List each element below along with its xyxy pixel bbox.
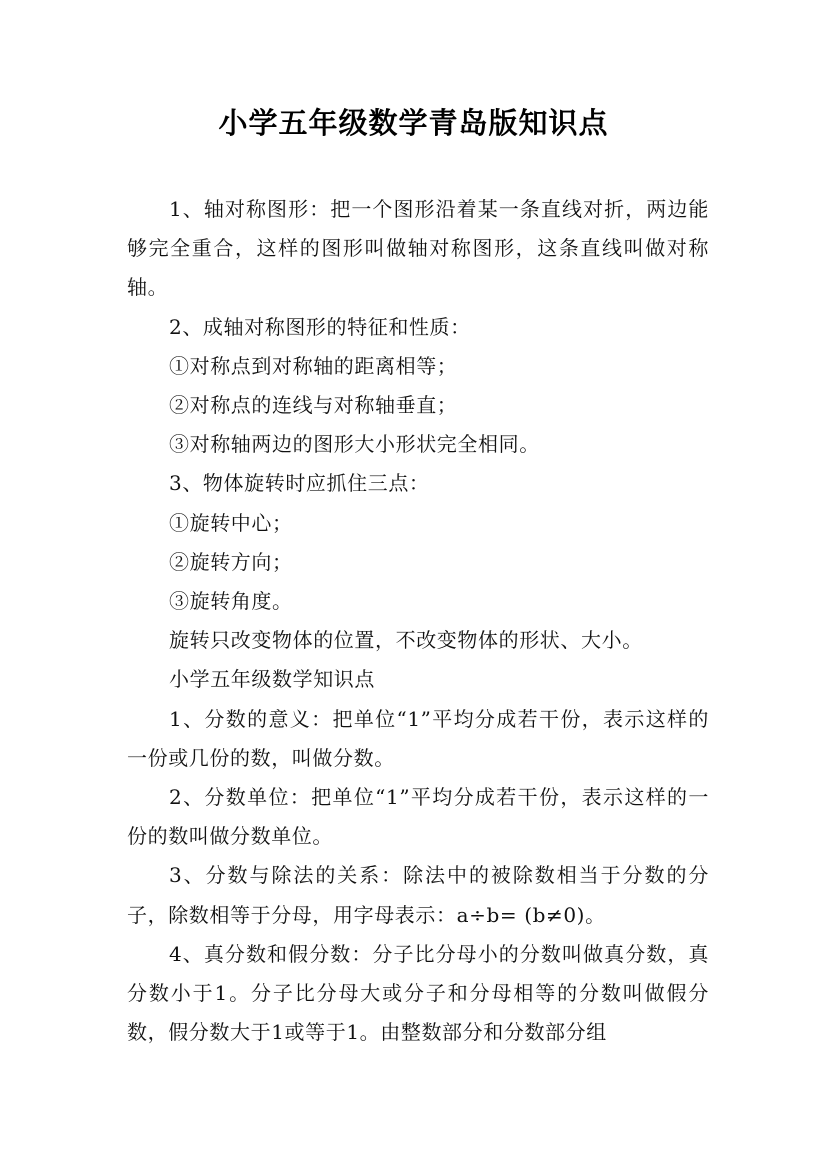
paragraph-fraction-division: 3、分数与除法的关系：除法中的被除数相当于分数的分子，除数相等于分母，用字母表示：a÷b= (b≠0)。: [127, 863, 709, 927]
list-item-rotation-2: ②旋转方向；: [169, 549, 293, 574]
paragraph-rotation-note: 旋转只改变物体的位置，不改变物体的形状、大小。: [169, 628, 643, 653]
list-item-property-1: ①对称点到对称轴的距离相等；: [169, 353, 458, 378]
paragraph-fraction-unit: 2、分数单位：把单位“1”平均分成若干份，表示这样的一份的数叫做分数单位。: [127, 785, 709, 849]
paragraph-axis-symmetry-definition: 1、轴对称图形：把一个图形沿着某一条直线对折，两边能够完全重合，这样的图形叫做轴对称图形，这条直线叫做对称轴。: [127, 197, 709, 300]
section-heading-grade5-knowledge: 小学五年级数学知识点: [169, 667, 375, 692]
document-body: [127, 190, 709, 1052]
paragraph-rotation-heading: 3、物体旋转时应抓住三点：: [169, 471, 430, 496]
list-item-rotation-1: ①旋转中心；: [169, 510, 293, 535]
paragraph-axis-symmetry-properties-heading: 2、成轴对称图形的特征和性质：: [169, 314, 471, 339]
list-item-rotation-3: ③旋转角度。: [169, 589, 293, 614]
paragraph-proper-improper-fractions: 4、真分数和假分数：分子比分母小的分数叫做真分数，真分数小于1。分子比分母大或分子和分母相等的分数叫做假分数，假分数大于1或等于1。由整数部分和分数部分组: [127, 941, 709, 1045]
page-title: 小学五年级数学青岛版知识点: [218, 106, 609, 140]
list-item-property-3: ③对称轴两边的图形大小形状完全相同。: [169, 432, 540, 457]
list-item-property-2: ②对称点的连线与对称轴垂直；: [169, 393, 458, 418]
paragraph-fraction-meaning: 1、分数的意义：把单位“1”平均分成若干份，表示这样的一份或几份的数，叫做分数。: [127, 706, 709, 770]
